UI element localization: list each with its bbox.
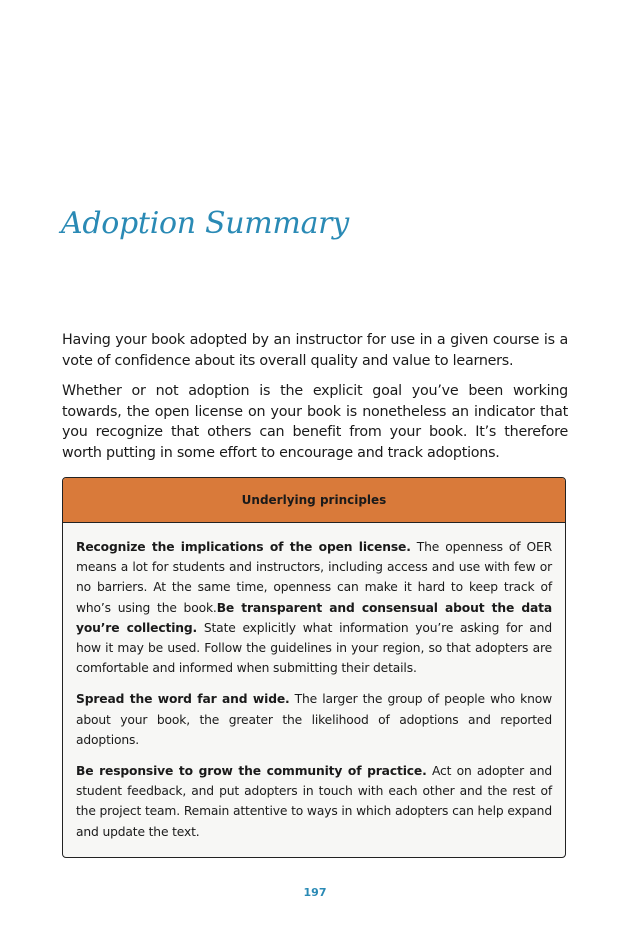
adoption-paragraph: Whether or not adoption is the explicit goal you’ve been working towards, the open license on your book is nonetheless an indicator that you recognize that others can benefit from your book. It’s therefore worth putting in some effort to encourage and track adoptions. [62,383,568,461]
intro-paragraph: Having your book adopted by an instructor for use in a given course is a vote of confidence about its overall quality and value to learners. [62,332,568,369]
principles-content [63,523,565,842]
page-number: 197 [303,886,327,899]
principle-transparency-lead: Be transparent and consensual about the data you’re collecting. [76,600,552,635]
body-text [62,330,568,473]
principle-transparency-text: State explicitly what information you’re asking for and how it may be used. Follow the guidelines in your region, so that adopters are comfortable and informed when submitting their details. [76,620,552,676]
principle-open-license [76,537,552,678]
chapter-title: Adoption Summary [61,206,349,241]
principle-open-license-text: The openness of OER means a lot for students and instructors, including access and use with few or no barriers. At the same time, openness can make it hard to keep track of who’s using the book. [76,540,552,615]
principle-responsive-text: Act on adopter and student feedback, and put adopters in touch with each other and the rest of the project team. Remain attentive to ways in which adopters can help expand and update the text. [76,764,552,839]
principles-header: Underlying principles [63,478,565,523]
principle-responsive [76,761,552,842]
principle-open-license-lead: Recognize the implications of the open license. [76,540,411,554]
principle-spread-word [76,689,552,750]
principles-box [62,477,566,858]
principle-spread-word-text: The larger the group of people who know about your book, the greater the likelihood of adoptions and reported adoptions. [76,692,552,747]
principle-spread-word-lead: Spread the word far and wide. [76,692,290,707]
principle-responsive-lead: Be responsive to grow the community of practice. [76,764,427,779]
